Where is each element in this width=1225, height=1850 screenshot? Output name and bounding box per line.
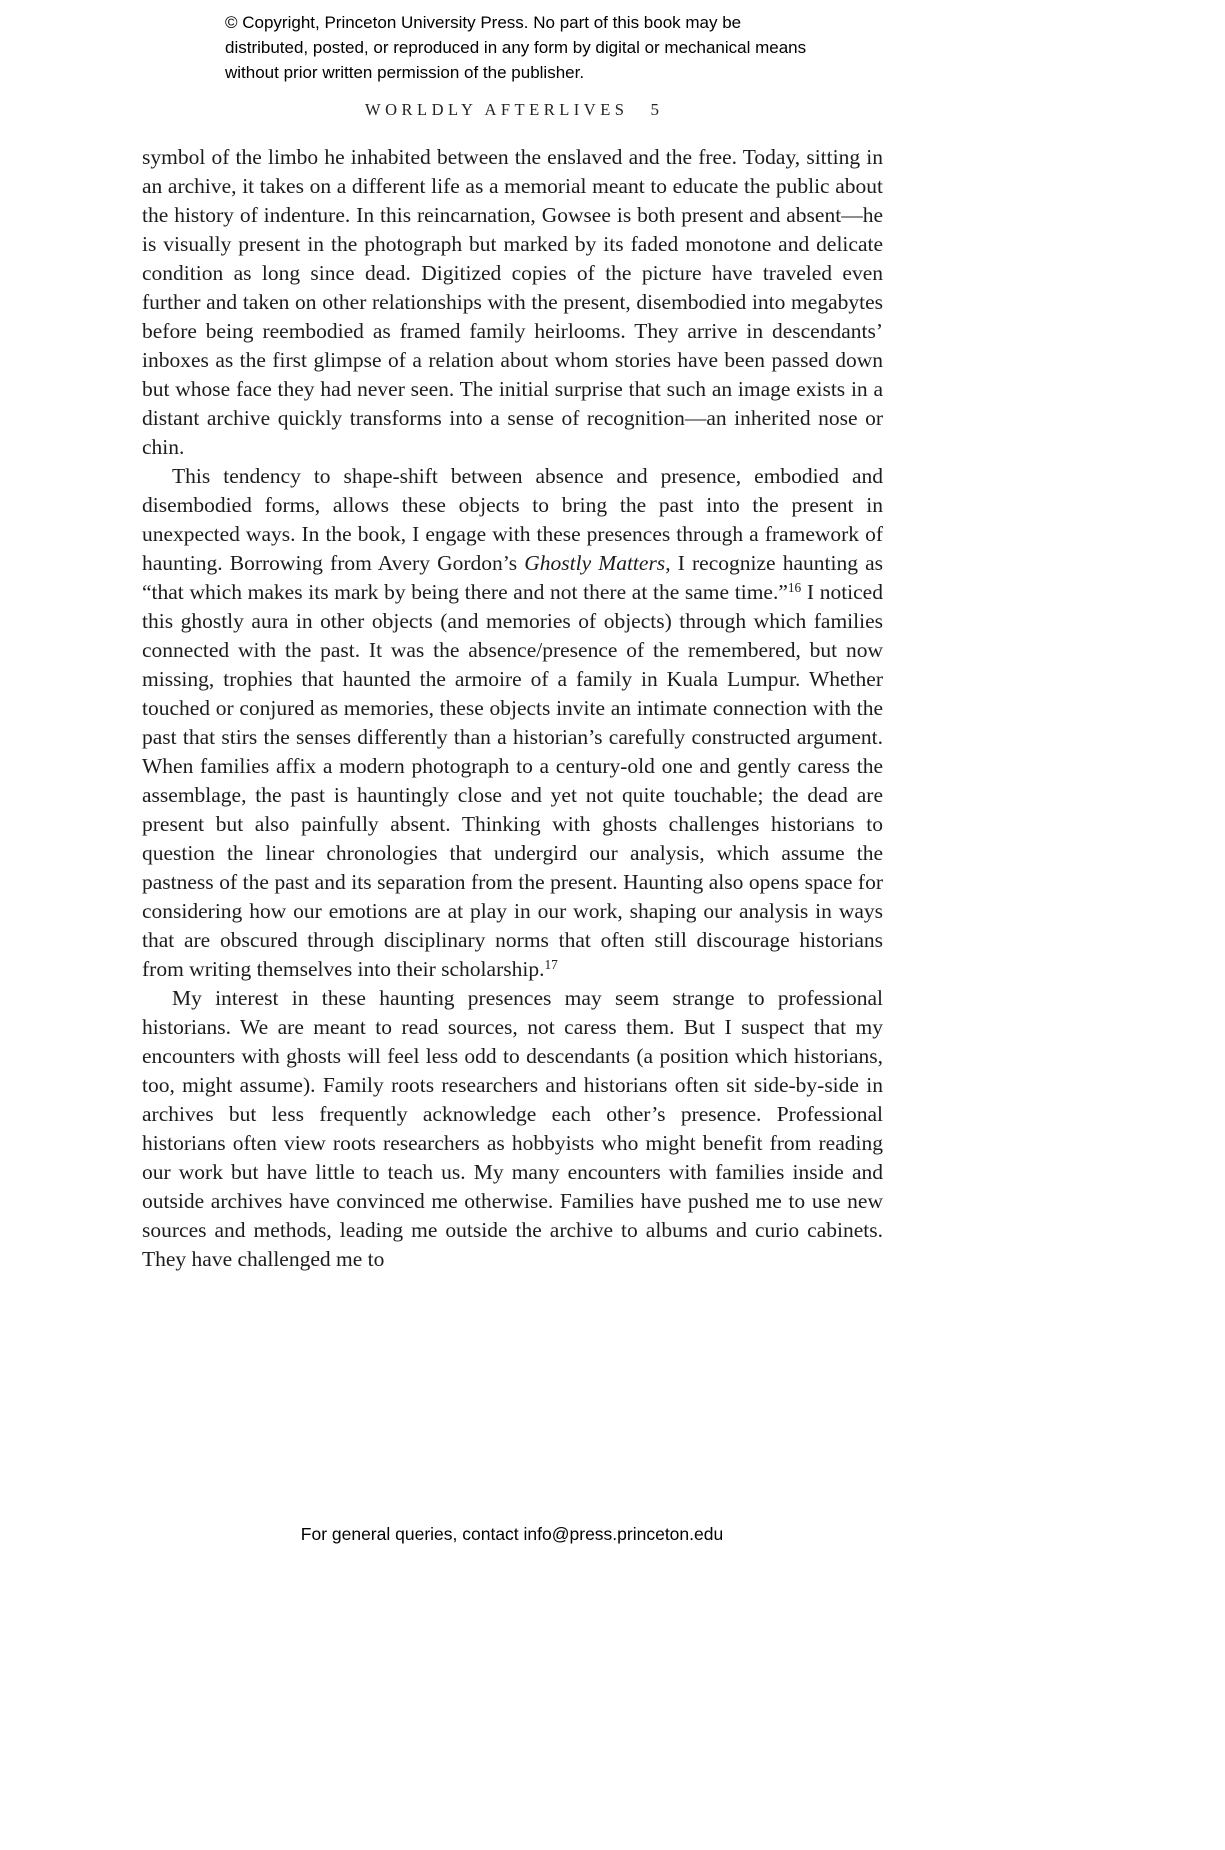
body-text bbox=[142, 143, 883, 1274]
running-head bbox=[142, 100, 882, 120]
text-run: Ghostly Matters bbox=[524, 551, 666, 575]
text-run: , I recognize haunting as “that which makes its mark by being there and not there at the same time.” bbox=[142, 551, 883, 604]
text-run: This tendency to shape-shift between absence and presence, embodied and disembodied forms, allows these objects to bring the past into the present in unexpected ways. In the book, I engage with these presences through a framework of haunting. Borrowing from Avery Gordon’s bbox=[142, 464, 883, 575]
footer-query-contact: For general queries, contact info@press.princeton.edu bbox=[300, 1524, 724, 1544]
paragraph bbox=[142, 984, 883, 1274]
text-run: symbol of the limbo he inhabited between the enslaved and the free. Today, sitting in an archive, it takes on a different life as a memorial meant to educate the public about the history of indenture. In this reincarnation, Gowsee is both present and absent—he is visually present in the photograph but marked by its faded monotone and delicate condition as long since dead. Digitized copies of the picture have traveled even further and taken on other relationships with the present, disembodied into megabytes before being reembodied as framed family heirlooms. They arrive in descendants’ inboxes as the first glimpse of a relation about whom stories have been passed down but whose face they had never seen. The initial surprise that such an image exists in a distant archive quickly transforms into a sense of recognition—an inherited nose or chin. bbox=[142, 145, 883, 459]
footnote-reference: 17 bbox=[544, 957, 558, 973]
paragraph bbox=[142, 143, 883, 462]
page-number: 5 bbox=[650, 100, 659, 119]
running-head-title: WORLDLY AFTERLIVES bbox=[365, 100, 629, 119]
footnote-reference: 16 bbox=[787, 580, 802, 596]
text-run: I noticed this ghostly aura in other objects (and memories of objects) through which families connected with the past. It was the absence/presence of the remembered, but now missing, trophies that haunted the armoire of a family in Kuala Lumpur. Whether touched or conjured as memories, these objects invite an intimate connection with the past that stirs the senses differently than a historian’s carefully constructed argument. When families affix a modern photograph to a century-old one and gently caress the assemblage, the past is hauntingly close and yet not quite touchable; the dead are present but also painfully absent. Thinking with ghosts challenges historians to question the linear chronologies that undergird our analysis, which assume the pastness of the past and its separation from the present. Haunting also opens space for considering how our emotions are at play in our work, shaping our analysis in ways that are obscured through disciplinary norms that often still discourage historians from writing themselves into their scholarship. bbox=[142, 580, 883, 981]
paragraph bbox=[142, 462, 883, 984]
text-run: My interest in these haunting presences may seem strange to professional historians. We are meant to read sources, not caress them. But I suspect that my encounters with ghosts will feel less odd to descendants (a position which historians, too, might assume). Family roots researchers and historians often sit side-by-side in archives but less frequently acknowledge each other’s presence. Professional historians often view roots researchers as hobbyists who might benefit from reading our work but have little to teach us. My many encounters with families inside and outside archives have convinced me otherwise. Families have pushed me to use new sources and methods, leading me outside the archive to albums and curio cabinets. They have challenged me to bbox=[142, 986, 883, 1271]
copyright-notice: © Copyright, Princeton University Press. No part of this book may be distributed, posted, or reproduced in any form by digital or mechanical means without prior written permission of the publisher. bbox=[225, 13, 807, 83]
